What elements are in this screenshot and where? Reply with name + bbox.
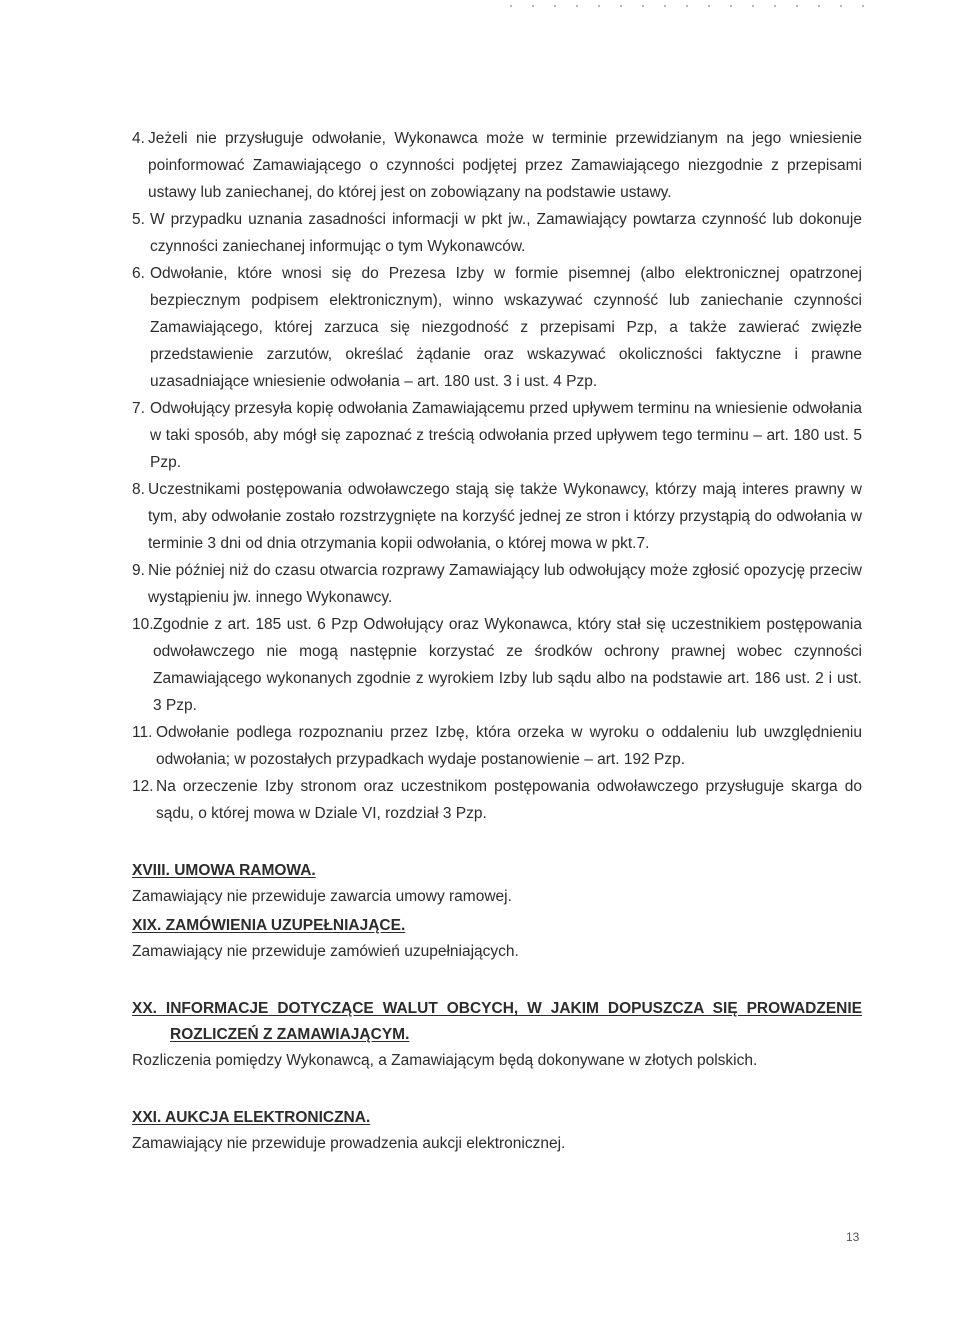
section-body: Zamawiający nie przewiduje zawarcia umowy ramowej.	[132, 888, 512, 905]
numbered-list	[0, 125, 960, 827]
list-item-text: Zgodnie z art. 185 ust. 6 Pzp Odwołujący oraz Wykonawca, który stał się uczestnikiem postępowania odwoławczego nie mogą następnie korzystać ze środków ochrony prawnej wobec czynności Zamawiającego wykonanych zgodnie z wyrokiem Izby lub sądu albo na podstawie art. 186 ust. 2 i ust. 3 Pzp.	[153, 616, 862, 714]
section-heading: XXI. AUKCJA ELEKTRONICZNA.	[132, 1109, 371, 1126]
section-body: Zamawiający nie przewiduje prowadzenia aukcji elektronicznej.	[132, 1135, 566, 1152]
list-item-text: Uczestnikami postępowania odwoławczego stają się także Wykonawcy, którzy mają interes prawny w tym, aby odwołanie zostało rozstrzygnięte na korzyść jednej ze stron i którzy przystąpią do odwołania w terminie 3 dni od dnia otrzymania kopii odwołania, o której mowa w pkt.7.	[148, 481, 862, 552]
list-item-text: Odwołanie podlega rozpoznaniu przez Izbę, która orzeka w wyroku o oddaleniu lub uwzględnieniu odwołania; w pozostałych przypadkach wydaje postanowienie – art. 192 Pzp.	[156, 724, 862, 768]
section-zamowienia-uzupelniajace	[132, 913, 862, 965]
list-item-text: Nie później niż do czasu otwarcia rozprawy Zamawiający lub odwołujący może zgłosić opozycję przeciw wystąpieniu jw. innego Wykonawcy.	[148, 562, 862, 606]
section-waluty-obce	[132, 996, 862, 1074]
section-heading-line-1: XX. INFORMACJE DOTYCZĄCE WALUT OBCYCH, W JAKIM DOPUSZCZA SIĘ PROWADZENIE	[132, 1000, 862, 1017]
list-item-text: Odwołujący przesyła kopię odwołania Zamawiającemu przed upływem terminu na wniesienie odwołania w taki sposób, aby mógł się zapoznać z treścią odwołania przed upływem tego terminu – art. 180 ust. 5 Pzp.	[150, 400, 862, 471]
list-item-number: 5.	[132, 211, 145, 228]
list-item-7	[0, 395, 960, 476]
list-item-text: Odwołanie, które wnosi się do Prezesa Izby w formie pisemnej (albo elektronicznej opatrzonej bezpiecznym podpisem elektronicznym), winno wskazywać czynność lub zaniechanie czynności Zamawiającego, której zarzuca się niezgodność z przepisami Pzp, a także zawierać zwięzłe przedstawienie zarzutów, określać żądanie oraz wskazywać okoliczności faktyczne i prawne uzasadniające wniesienie odwołania – art. 180 ust. 3 i ust. 4 Pzp.	[150, 265, 862, 390]
section-body: Rozliczenia pomiędzy Wykonawcą, a Zamawiającym będą dokonywane w złotych polskich.	[132, 1052, 758, 1069]
section-heading: XVIII. UMOWA RAMOWA.	[132, 862, 316, 879]
list-item-number: 4.	[132, 130, 145, 147]
list-item-number: 8.	[132, 481, 145, 498]
list-item-11	[0, 719, 960, 773]
list-item-number: 11.	[132, 724, 153, 741]
list-item-9	[0, 557, 960, 611]
list-item-number: 10.	[132, 616, 154, 633]
list-item-5	[0, 206, 960, 260]
list-item-number: 9.	[132, 562, 145, 579]
page-number: 13	[846, 1230, 860, 1244]
section-aukcja-elektroniczna	[132, 1105, 862, 1157]
list-item-text: Jeżeli nie przysługuje odwołanie, Wykonawca może w terminie przewidzianym na jego wniesienie poinformować Zamawiającego o czynności podjętej przez Zamawiającego niezgodnie z przepisami ustawy lub zaniechanej, do której jest on zobowiązany na podstawie ustawy.	[148, 130, 862, 201]
section-body: Zamawiający nie przewiduje zamówień uzupełniających.	[132, 943, 519, 960]
list-item-4	[0, 125, 960, 206]
scan-artifact-dots	[500, 2, 870, 10]
list-item-12	[0, 773, 960, 827]
list-item-number: 7.	[132, 400, 145, 417]
list-item-number: 6.	[132, 265, 145, 282]
list-item-text: W przypadku uznania zasadności informacji w pkt jw., Zamawiający powtarza czynność lub dokonuje czynności zaniechanej informując o tym Wykonawców.	[150, 211, 862, 255]
list-item-8	[0, 476, 960, 557]
list-item-text: Na orzeczenie Izby stronom oraz uczestnikom postępowania odwoławczego przysługuje skarga do sądu, o której mowa w Dziale VI, rozdział 3 Pzp.	[156, 778, 862, 822]
section-heading-line-2: ROZLICZEŃ Z ZAMAWIAJĄCYM.	[170, 1026, 410, 1043]
section-umowa-ramowa	[132, 858, 862, 910]
list-item-6	[0, 260, 960, 395]
section-heading: XIX. ZAMÓWIENIA UZUPEŁNIAJĄCE.	[132, 917, 406, 934]
list-item-10	[0, 611, 960, 719]
list-item-number: 12.	[132, 778, 154, 795]
